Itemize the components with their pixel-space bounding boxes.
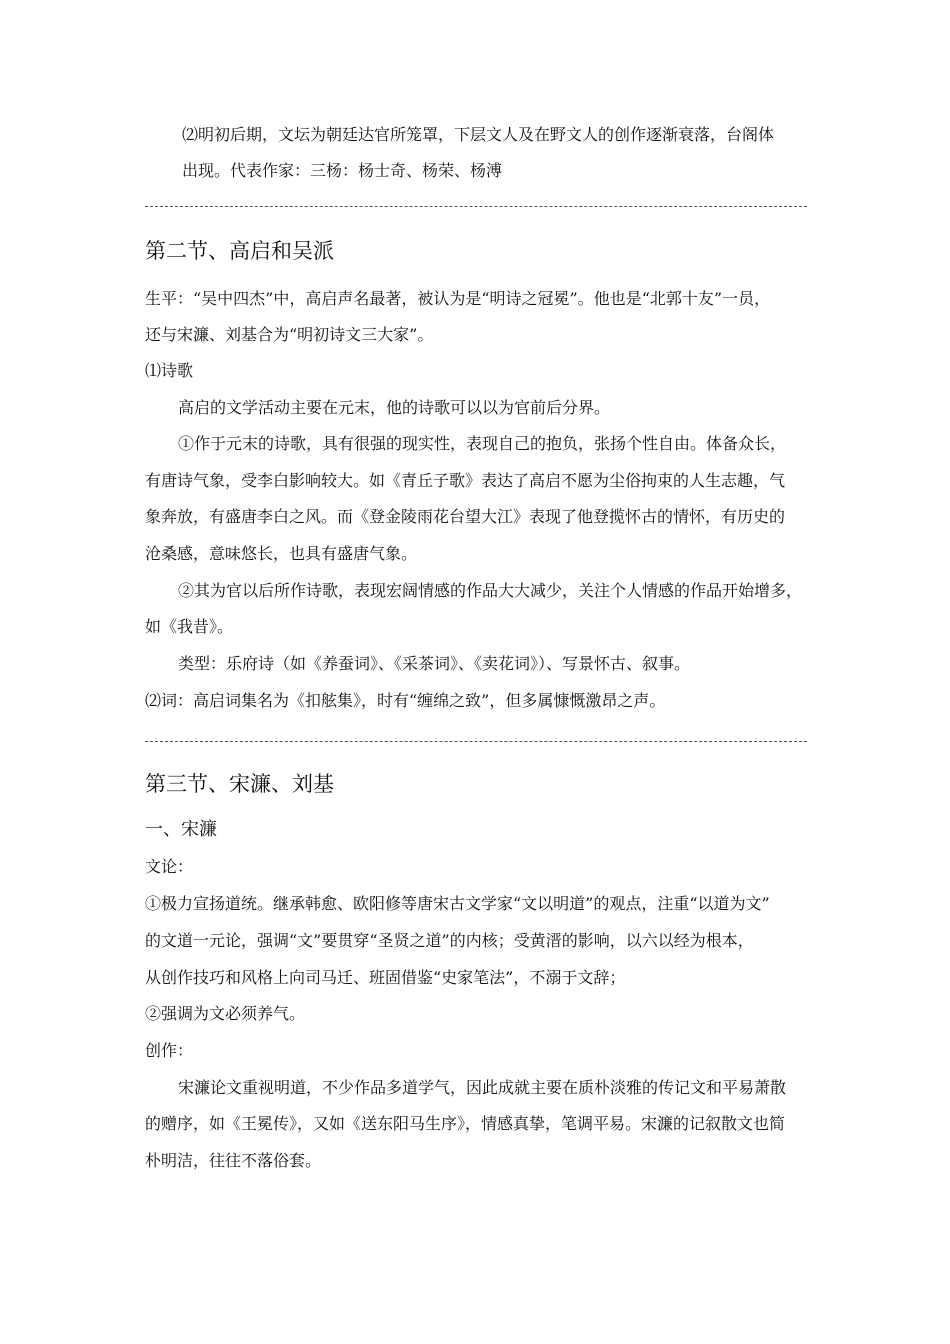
chuangzuo-line-3: 朴明洁，往往不落俗套。 xyxy=(145,1151,322,1170)
ci-paragraph: ⑵词：高启词集名为《扣舷集》，时有“缠绵之致”，但多属慷慨激昂之声。 xyxy=(145,691,666,710)
intro-line-2: 出现。代表作家：三杨：杨士奇、杨荣、杨溥 xyxy=(182,161,503,180)
poetry-para-2-line-1: ②其为官以后所作诗歌，表现宏阔情感的作品大大减少，关注个人情感的作品开始增多， xyxy=(178,581,803,600)
wenlun-point-1-line-1: ①极力宣扬道统。继承韩愈、欧阳修等唐宋古文学家“文以明道”的观点，注重“以道为文” xyxy=(145,894,770,913)
poetry-para-1-line-3: 象奔放，有盛唐李白之风。而《登金陵雨花台望大江》表现了他登揽怀古的情怀，有历史的 xyxy=(145,507,786,526)
intro-line-1: ⑵明初后期，文坛为朝廷达官所笼罩，下层文人及在野文人的创作逐渐衰落，台阁体 xyxy=(182,125,775,144)
section-2-title: 第二节、高启和吴派 xyxy=(145,239,334,263)
section-3-title: 第三节、宋濂、刘基 xyxy=(145,772,334,796)
bio-line-1: 生平：“吴中四杰”中，高启声名最著，被认为是“明诗之冠冕”。他也是“北郭十友”一员， xyxy=(145,289,771,308)
wenlun-point-2: ②强调为文必须养气。 xyxy=(145,1004,306,1023)
section-divider xyxy=(145,741,807,742)
poetry-heading: ⑴诗歌 xyxy=(145,361,194,380)
chuangzuo-line-2: 的赠序，如《王冕传》，又如《送东阳马生序》，情感真挚，笔调平易。宋濂的记叙散文也简 xyxy=(145,1114,786,1133)
wenlun-heading: 文论： xyxy=(145,857,194,876)
wenlun-point-1-line-3: 从创作技巧和风格上向司马迁、班固借鉴“史家笔法”，不溺于文辞； xyxy=(145,968,626,987)
poetry-types: 类型：乐府诗（如《养蚕词》、《采茶词》、《卖花词》）、写景怀古、叙事。 xyxy=(178,654,691,673)
poetry-para-1-line-4: 沧桑感，意味悠长，也具有盛唐气象。 xyxy=(145,544,418,563)
bio-line-2: 还与宋濂、刘基合为“明初诗文三大家”。 xyxy=(145,325,434,344)
poetry-para-2-line-2: 如《我昔》。 xyxy=(145,617,234,636)
poetry-intro: 高启的文学活动主要在元末，他的诗歌可以以为官前后分界。 xyxy=(178,398,611,417)
poetry-para-1-line-1: ①作于元末的诗歌，具有很强的现实性，表现自己的抱负，张扬个性自由。体备众长， xyxy=(178,434,787,453)
chuangzuo-heading: 创作： xyxy=(145,1041,194,1060)
poetry-para-1-line-2: 有唐诗气象，受李白影响较大。如《青丘子歌》表达了高启不愿为尘俗拘束的人生志趣，气 xyxy=(145,471,786,490)
subsection-title: 一、宋濂 xyxy=(145,819,217,840)
section-divider xyxy=(145,206,807,207)
wenlun-point-1-line-2: 的文道一元论，强调“文”要贯穿“圣贤之道”的内核；受黄溍的影响，以六以经为根本， xyxy=(145,931,754,950)
chuangzuo-line-1: 宋濂论文重视明道，不少作品多道学气，因此成就主要在质朴淡雅的传记文和平易萧散 xyxy=(178,1078,787,1097)
